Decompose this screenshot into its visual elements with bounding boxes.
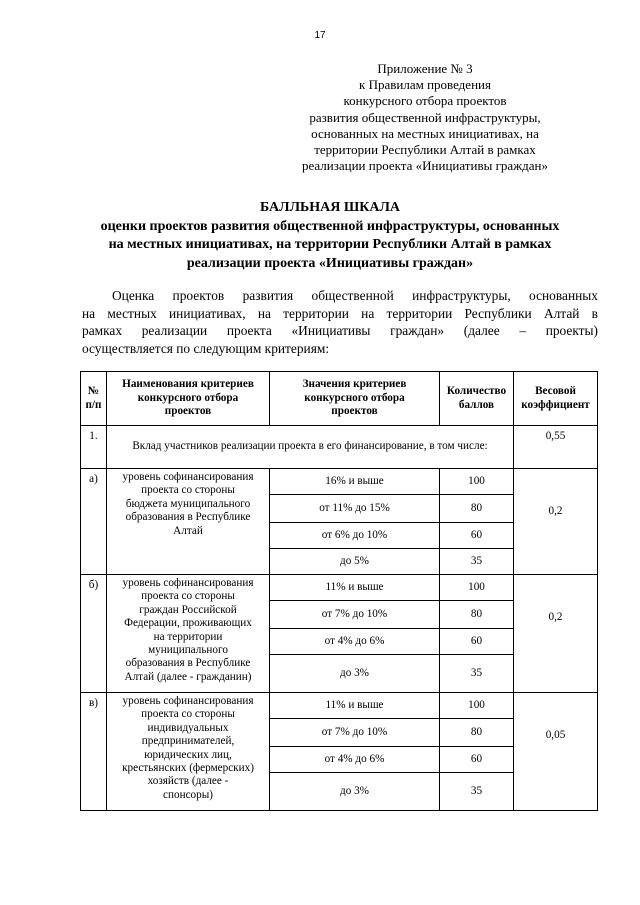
table-row (81, 469, 598, 495)
criterion-name (107, 575, 270, 693)
points-value: 100 (440, 469, 514, 495)
points-value: 60 (440, 523, 514, 549)
document-title (60, 199, 600, 273)
header-values: Значения критериев конкурсного отбора проектов (270, 372, 440, 426)
title-line: на местных инициативах, на территории Республики Алтай в рамках (108, 237, 552, 252)
criterion-line: уровень софинансирования (122, 577, 254, 589)
page-number: 17 (314, 30, 326, 41)
criterion-line: бюджета муниципального (125, 497, 251, 510)
criterion-line: крестьянских (фермерских) (122, 762, 254, 775)
appendix-line: реализации проекта «Инициативы граждан» (301, 158, 548, 174)
appendix-line: к Правилам проведения (359, 77, 491, 93)
points-value: 60 (440, 747, 514, 773)
criteria-table (80, 371, 598, 811)
header-num: № п/п (81, 372, 107, 426)
title-line: оценки проектов развития общественной инфраструктуры, основанных (100, 218, 560, 234)
criterion-line: индивидуальных (147, 721, 229, 734)
criterion-line: Алтай (173, 524, 203, 537)
criterion-line: Алтай (далее - гражданин) (124, 670, 252, 683)
intro-line: осуществляется по следующим критериям: (82, 340, 330, 356)
criterion-line: образования в Республике (125, 657, 251, 670)
intro-line: на местных инициативах, на территории на территории Республики Алтай в (82, 305, 598, 321)
criterion-value: от 4% до 6% (270, 747, 440, 773)
criterion-line: муниципального (148, 644, 228, 657)
appendix-line: территории Республики Алтай в рамках (314, 142, 536, 158)
criterion-name (107, 693, 270, 811)
row-weight: 0,55 (514, 426, 598, 469)
criterion-line: уровень софинансирования (122, 695, 254, 707)
points-value: 35 (440, 549, 514, 575)
criterion-value: до 5% (270, 549, 440, 575)
row-number: 1. (81, 426, 107, 469)
appendix-header (270, 61, 580, 174)
points-value: 80 (440, 719, 514, 747)
row-number: а) (81, 469, 107, 575)
weight-value: 0,2 (514, 575, 598, 693)
appendix-line: основанных на местных инициативах, на (311, 125, 539, 141)
header-points: Количество баллов (440, 372, 514, 426)
appendix-line: Приложение № 3 (377, 61, 473, 76)
criterion-line: на территории (153, 630, 223, 643)
row-text: Вклад участников реализации проекта в его финансирование, в том числе: (107, 426, 514, 469)
weight-value: 0,2 (514, 469, 598, 575)
title-line: реализации проекта «Инициативы граждан» (186, 255, 474, 271)
criterion-value: от 7% до 10% (270, 601, 440, 629)
title-line: БАЛЛЬНАЯ ШКАЛА (259, 200, 401, 215)
criterion-value: до 3% (270, 655, 440, 693)
criterion-value: 11% и выше (270, 575, 440, 601)
appendix-line: развития общественной инфраструктуры, (309, 109, 541, 125)
criterion-name (107, 469, 270, 575)
criterion-line: проекта со стороны (141, 590, 235, 603)
points-value: 100 (440, 575, 514, 601)
points-value: 100 (440, 693, 514, 719)
criterion-line: юридических лиц, (144, 748, 232, 761)
criterion-value: 16% и выше (270, 469, 440, 495)
row-number: в) (81, 693, 107, 811)
criterion-value: от 7% до 10% (270, 719, 440, 747)
header-weight: Весовой коэффициент (514, 372, 598, 426)
criterion-value: от 6% до 10% (270, 523, 440, 549)
table-row (81, 693, 598, 719)
criterion-line: Федерации, проживающих (124, 617, 252, 630)
criterion-line: хозяйств (далее - (147, 775, 229, 788)
intro-line: Оценка проектов развития общественной инфраструктуры, основанных (112, 288, 598, 303)
criterion-line: образования в Республике (125, 511, 251, 524)
criterion-line: проекта со стороны (141, 484, 235, 497)
criterion-line: спонсоры) (163, 788, 213, 801)
criterion-line: предпринимателей, (141, 735, 235, 748)
intro-paragraph (82, 287, 598, 357)
criterion-line: уровень софинансирования (122, 471, 254, 483)
header-name: Наименования критериев конкурсного отбора проектов (107, 372, 270, 426)
weight-value: 0,05 (514, 693, 598, 811)
table-row (81, 426, 598, 469)
points-value: 35 (440, 773, 514, 811)
criterion-value: от 11% до 15% (270, 495, 440, 523)
appendix-line: конкурсного отбора проектов (343, 93, 507, 109)
table-header-row (81, 372, 598, 426)
intro-line: рамках реализации проекта «Инициативы граждан» (далее – проекты) (82, 323, 598, 338)
criterion-line: проекта со стороны (141, 708, 235, 721)
points-value: 80 (440, 601, 514, 629)
table-row (81, 575, 598, 601)
points-value: 60 (440, 629, 514, 655)
row-number: б) (81, 575, 107, 693)
points-value: 35 (440, 655, 514, 693)
criterion-value: 11% и выше (270, 693, 440, 719)
points-value: 80 (440, 495, 514, 523)
criterion-value: от 4% до 6% (270, 629, 440, 655)
criterion-line: граждан Российской (139, 603, 237, 616)
criterion-value: до 3% (270, 773, 440, 811)
